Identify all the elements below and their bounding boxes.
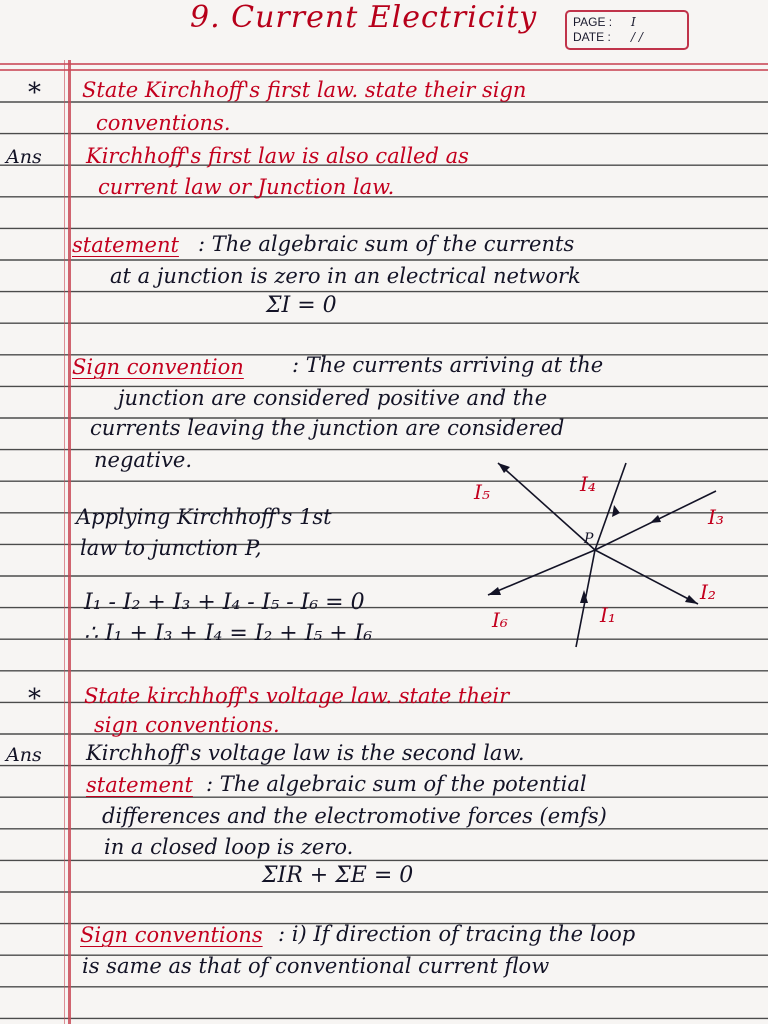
page-date-box	[565, 10, 689, 50]
sign2-line-1: : i) If direction of tracing the loop	[278, 922, 636, 946]
q2-line-2: sign conventions.	[94, 713, 280, 737]
label-i5: I₅	[474, 480, 490, 504]
ans1-line-2: current law or Junction law.	[98, 175, 395, 199]
page-label: PAGE :	[573, 15, 613, 29]
label-i1: I₁	[600, 603, 616, 627]
junction-label: P	[584, 531, 594, 547]
arrow-i4	[612, 505, 620, 517]
branch-i6	[488, 550, 595, 595]
answer-marker-1: Ans	[6, 146, 42, 168]
margin-line	[68, 60, 71, 1024]
ans1-line-1: Kirchhoff's first law is also called as	[86, 144, 469, 168]
statement2-label: statement	[86, 773, 193, 797]
statement2-equation: ΣIR + ΣE = 0	[262, 863, 414, 888]
date-value: / /	[631, 30, 643, 44]
branch-i2	[595, 550, 698, 604]
applying-equation-2: ∴ I₁ + I₃ + I₄ = I₂ + I₅ + I₆	[84, 621, 373, 646]
applying-equation-1: I₁ - I₂ + I₃ + I₄ - I₅ - I₆ = 0	[84, 590, 365, 615]
question-star-1: *	[28, 78, 41, 108]
arrow-i3	[650, 515, 661, 523]
header-rule-bottom	[0, 69, 768, 71]
sign1-line-4: negative.	[94, 448, 193, 472]
label-i2: I₂	[700, 580, 716, 604]
statement2-line-2: differences and the electromotive forces (emfs)	[102, 804, 607, 828]
sign2-line-2: is same as that of conventional current flow	[82, 954, 550, 978]
statement2-line-1: : The algebraic sum of the potential	[206, 772, 587, 796]
sign1-label: Sign convention	[72, 355, 244, 379]
answer-marker-2: Ans	[6, 744, 42, 766]
ans2-line: Kirchhoff's voltage law is the second law.	[86, 741, 525, 765]
label-i6: I₆	[492, 608, 508, 632]
q1-line-1: State Kirchhoff's first law. state their sign	[82, 78, 527, 102]
applying-line-1: Applying Kirchhoff's 1st	[76, 505, 332, 529]
date-label: DATE :	[573, 30, 611, 44]
sign1-line-1: : The currents arriving at the	[292, 353, 604, 377]
page-value: I	[631, 15, 636, 29]
arrow-i2	[685, 595, 698, 604]
page-title: 9. Current Electricity	[190, 0, 538, 35]
applying-line-2: law to junction P,	[80, 536, 262, 560]
question-star-2: *	[28, 684, 41, 714]
statement1-line-2: at a junction is zero in an electrical network	[110, 264, 581, 288]
q2-line-1: State kirchhoff's voltage law. state their	[84, 684, 510, 708]
margin-line-thin	[64, 60, 65, 1024]
arrow-i6	[488, 587, 501, 595]
q1-line-2: conventions.	[96, 111, 231, 135]
sign2-label: Sign conventions	[80, 923, 263, 947]
sign1-line-3: currents leaving the junction are considered	[90, 416, 565, 440]
statement2-line-3: in a closed loop is zero.	[104, 835, 354, 859]
date-row	[573, 30, 681, 45]
page-row	[573, 15, 681, 30]
statement1-label: statement	[72, 233, 179, 257]
statement1-line-1: : The algebraic sum of the currents	[198, 232, 575, 256]
label-i4: I₄	[580, 472, 596, 496]
sign1-line-2: junction are considered positive and the	[118, 386, 548, 410]
header-rule-top	[0, 63, 768, 65]
label-i3: I₃	[708, 505, 724, 529]
statement1-equation: ΣI = 0	[266, 293, 337, 318]
